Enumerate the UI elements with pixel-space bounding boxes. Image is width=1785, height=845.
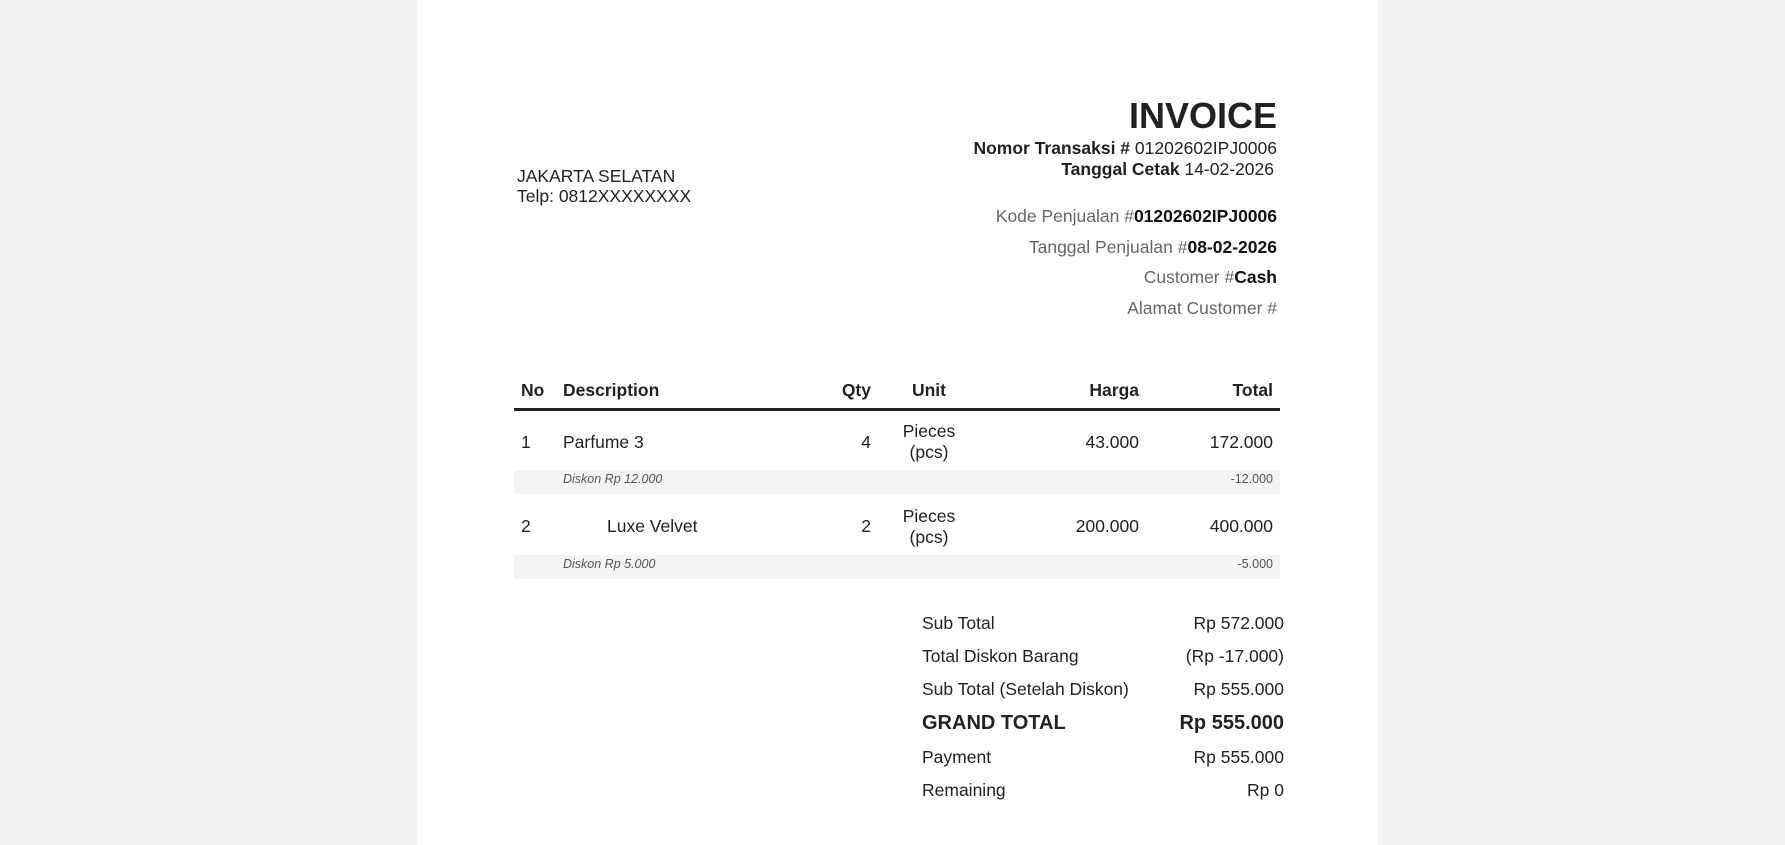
items-table bbox=[514, 373, 1280, 579]
payment-label: Payment bbox=[922, 747, 992, 767]
column-header-qty: Qty bbox=[818, 373, 878, 409]
sale-code-value: 01202602IPJ0006 bbox=[1133, 206, 1277, 226]
subtotal-row bbox=[922, 607, 1284, 640]
subtotal-after-discount-label: Sub Total (Setelah Diskon) bbox=[922, 679, 1129, 699]
sale-code bbox=[996, 201, 1277, 232]
row-harga: 200.000 bbox=[1075, 516, 1139, 536]
row-unit-name: Pieces bbox=[902, 421, 956, 442]
total-discount-row bbox=[922, 640, 1284, 673]
summary bbox=[922, 607, 1284, 807]
column-header-unit: Unit bbox=[878, 373, 980, 409]
row-unit bbox=[878, 494, 980, 555]
total-discount-label: Total Diskon Barang bbox=[922, 646, 1079, 666]
customer bbox=[996, 262, 1277, 293]
discount-row bbox=[514, 470, 1280, 494]
transaction-number bbox=[973, 138, 1277, 159]
discount-value: -12.000 bbox=[1146, 470, 1280, 494]
print-date-value: 14-02-2026 bbox=[1184, 159, 1274, 179]
subtotal-after-discount-row bbox=[922, 673, 1284, 706]
invoice-header bbox=[973, 94, 1277, 180]
row-description: Parfume 3 bbox=[563, 431, 644, 452]
payment-row bbox=[922, 741, 1284, 774]
remaining-row bbox=[922, 774, 1284, 807]
invoice-title: INVOICE bbox=[1128, 95, 1277, 136]
sale-date-label: Tanggal Penjualan # bbox=[1028, 236, 1188, 257]
sale-info bbox=[996, 201, 1277, 323]
company-info bbox=[517, 166, 691, 206]
transaction-number-value: 01202602IPJ0006 bbox=[1134, 138, 1277, 158]
grand-total-value: Rp 555.000 bbox=[1179, 712, 1284, 734]
table-header-row bbox=[514, 373, 1280, 409]
column-header-no: No bbox=[514, 373, 556, 409]
customer-address bbox=[996, 293, 1277, 324]
row-unit-name: Pieces bbox=[902, 505, 956, 526]
customer-value: Cash bbox=[1234, 267, 1277, 287]
subtotal-label: Sub Total bbox=[922, 613, 995, 633]
transaction-number-label: Nomor Transaksi # bbox=[973, 138, 1131, 158]
column-header-description: Description bbox=[556, 373, 818, 409]
sale-date-value: 08-02-2026 bbox=[1187, 236, 1277, 257]
customer-label: Customer # bbox=[1143, 267, 1235, 287]
grand-total-label: GRAND TOTAL bbox=[922, 712, 1066, 734]
discount-label: Diskon Rp 5.000 bbox=[556, 555, 1146, 579]
print-date bbox=[973, 159, 1277, 180]
row-unit-abbr: (pcs) bbox=[909, 526, 949, 547]
sale-date bbox=[996, 232, 1277, 263]
table-row bbox=[514, 494, 1280, 555]
row-description: Luxe Velvet bbox=[607, 516, 698, 536]
company-phone: Telp: 0812XXXXXXXX bbox=[517, 186, 692, 206]
row-harga: 43.000 bbox=[1085, 431, 1139, 452]
row-no: 1 bbox=[521, 431, 531, 452]
sale-code-label: Kode Penjualan # bbox=[995, 206, 1134, 226]
row-total: 172.000 bbox=[1209, 431, 1273, 452]
row-qty: 4 bbox=[861, 431, 871, 452]
subtotal-after-discount-value: Rp 555.000 bbox=[1193, 679, 1284, 699]
discount-label: Diskon Rp 12.000 bbox=[556, 470, 1146, 494]
discount-value: -5.000 bbox=[1146, 555, 1280, 579]
discount-row bbox=[514, 555, 1280, 579]
row-total: 400.000 bbox=[1209, 516, 1273, 536]
row-unit bbox=[878, 409, 980, 470]
grand-total-row bbox=[922, 706, 1284, 741]
subtotal-value: Rp 572.000 bbox=[1193, 613, 1284, 633]
row-unit-abbr: (pcs) bbox=[909, 442, 949, 463]
row-no: 2 bbox=[521, 516, 531, 536]
remaining-label: Remaining bbox=[922, 780, 1006, 800]
customer-address-label: Alamat Customer # bbox=[1127, 297, 1277, 318]
remaining-value: Rp 0 bbox=[1247, 780, 1284, 800]
column-header-harga: Harga bbox=[980, 373, 1146, 409]
payment-value: Rp 555.000 bbox=[1193, 747, 1284, 767]
table-row bbox=[514, 409, 1280, 470]
row-qty: 2 bbox=[861, 516, 871, 536]
company-city: JAKARTA SELATAN bbox=[517, 166, 676, 186]
total-discount-value: (Rp -17.000) bbox=[1185, 646, 1284, 666]
invoice-page bbox=[417, 0, 1378, 845]
print-date-label: Tanggal Cetak bbox=[1061, 159, 1180, 179]
column-header-total: Total bbox=[1146, 373, 1280, 409]
